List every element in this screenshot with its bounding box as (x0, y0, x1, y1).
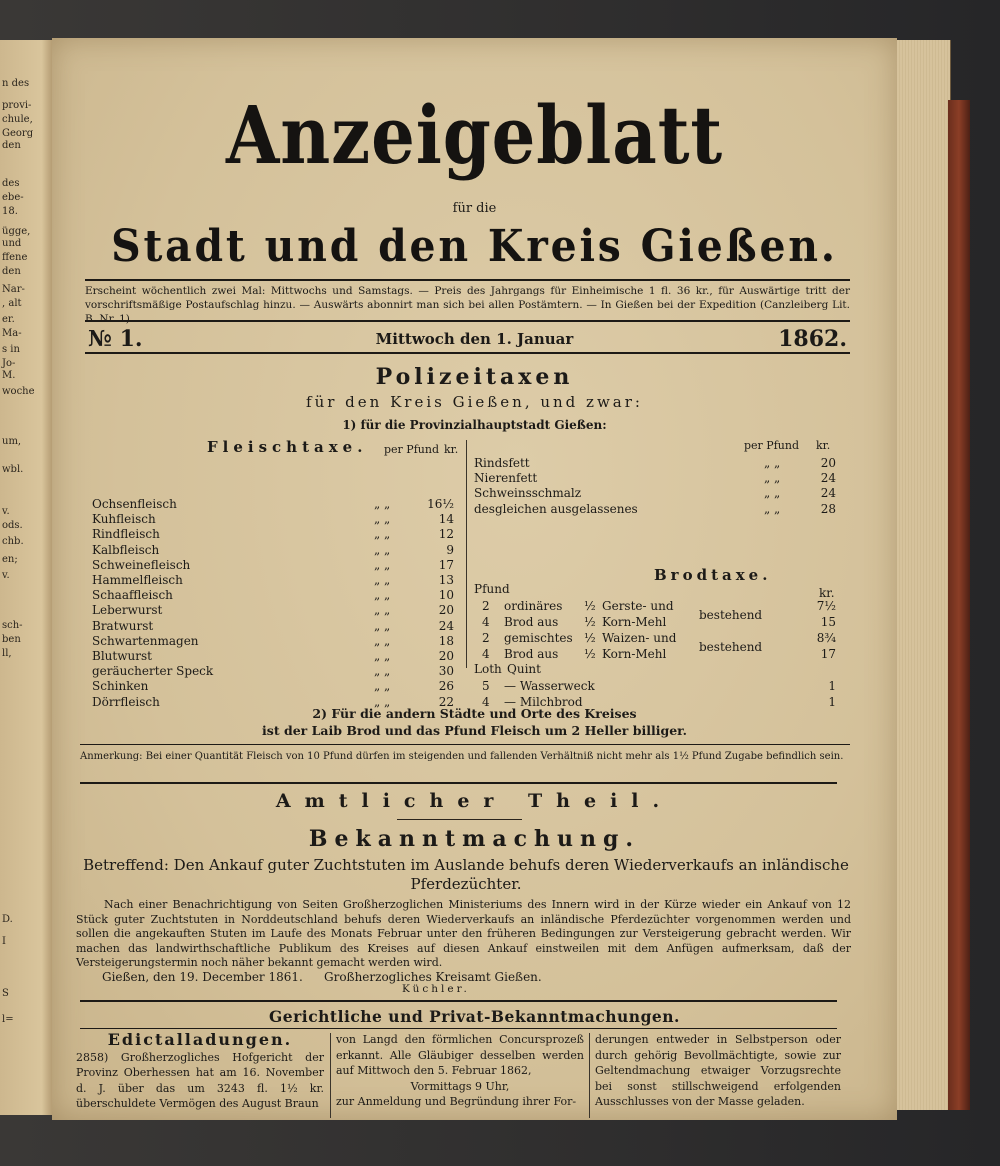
item-price: 13 (438, 573, 454, 587)
left-page-fragment: woche (2, 386, 35, 397)
brod-name: Brod aus (504, 615, 559, 629)
item-price: 26 (438, 679, 454, 694)
item-price: 24 (438, 618, 454, 633)
item-name: Rindsfett (474, 456, 530, 470)
per-pfund-label: per Pfund (384, 443, 439, 456)
item-price: 18 (438, 633, 454, 648)
left-page-fragment: chb. (2, 536, 24, 547)
masthead-fuer: für die (452, 201, 497, 216)
fleisch-row (92, 633, 462, 649)
brod-row (474, 598, 846, 614)
item-price: 20 (438, 649, 454, 663)
fleisch-row (92, 587, 462, 603)
per-pfund-label-right: per Pfund (744, 439, 799, 452)
fleisch-row (92, 572, 462, 588)
edictalladungen-heading: Edictalladungen. (107, 1030, 293, 1049)
fleisch-row (92, 496, 462, 512)
item-name: Schinken (92, 679, 149, 694)
brod-row (474, 646, 846, 662)
left-page-fragment: des (2, 178, 20, 189)
brod-price: 17 (820, 647, 836, 661)
left-page-fragment: Jo- (2, 358, 16, 369)
fett-row (474, 470, 846, 486)
rule-amtlich-top (80, 782, 837, 784)
brod-row (474, 630, 846, 646)
section-2-line-1: 2) Für die andern Städte und Orte des Kreises (312, 706, 637, 721)
issue-number: № 1. (88, 326, 143, 352)
item-name: Nierenfett (474, 471, 538, 486)
rule-info-bottom (85, 320, 850, 322)
page-edges (895, 40, 951, 1110)
rule-top (85, 279, 850, 281)
short-rule (397, 819, 522, 820)
rule-anmerkung-top (80, 744, 850, 745)
item-name: geräucherter Speck (92, 664, 214, 679)
gericht-col-2 (336, 1032, 584, 1110)
left-page-fragment: ügge, (2, 226, 31, 237)
left-page-fragment: den (2, 140, 21, 151)
left-page-fragment: Nar- (2, 284, 25, 295)
gericht-col-3 (595, 1032, 841, 1110)
brod-part: Waizen- und (602, 631, 677, 645)
section-1-heading: 1) für die Provinzialhauptstadt Gießen: (342, 418, 607, 432)
left-page-fragment: sch- (2, 620, 23, 631)
left-page-fragment: Ma- (2, 328, 22, 339)
brod-row (474, 614, 846, 630)
bekanntmachung-body: Nach einer Benachrichtigung von Seiten Großherzoglichen Ministeriums des Innern wird in der Kürze wieder ein Ankauf von 12 Stück guter Zuchtstuten in Norddeutschland behufs deren Wiederverkaufs an inländische Pferdezüchter vorgenommen werden und sollen die angekauften Stuten im Laufe des Monats Februar unter den früheren Bedingungen zur Versteigerung gebracht werden. Wir machen das landwirthschaftliche Publikum des Kreises auf diesen Ankauf einstweilen mit dem Anfügen aufmerksam, daß der Versteigerungstermin noch näher bekannt gemacht werden wird. (76, 898, 851, 970)
item-name: Kuhfleisch (92, 512, 156, 527)
anmerkung: Anmerkung: Bei einer Quantität Fleisch von 10 Pfund dürfen im steigenden und fallenden Verhältniß nicht mehr als 1½ Pfund Zugabe befindlich sein. (80, 751, 844, 762)
loth-value: 4 (482, 695, 490, 709)
signature-name: Küchler. (402, 983, 470, 995)
loth-value: 5 (482, 679, 490, 693)
left-page-fragment: n des (2, 78, 30, 89)
left-page-edge (0, 40, 54, 1115)
left-page-fragment: S (2, 988, 9, 999)
rule-gericht-bottom (80, 1028, 837, 1029)
masthead-title: Anzeigeblatt (226, 88, 723, 182)
left-page-fragment: l= (2, 1014, 14, 1025)
ditto-marks: „ „ (374, 542, 391, 557)
loth-label: Loth (474, 662, 502, 676)
issue-date: Mittwoch den 1. Januar (375, 330, 574, 348)
ditto-marks: „ „ (374, 573, 391, 587)
item-name: Rindfleisch (92, 527, 160, 542)
left-page-fragment: ffene (2, 252, 28, 263)
fleisch-row (92, 526, 462, 542)
left-page-fragment: um, (2, 436, 22, 447)
brod-part: Korn-Mehl (602, 615, 667, 629)
brod-fraction: ½ (584, 615, 596, 629)
gericht-col-2-text-b: Vormittags 9 Uhr, (410, 1079, 510, 1093)
column-divider (466, 440, 467, 668)
item-name: Blutwurst (92, 649, 152, 663)
fleisch-row (92, 511, 462, 527)
ditto-marks: „ „ (374, 618, 391, 633)
fleisch-row (92, 678, 462, 694)
tri-divider-2 (589, 1033, 590, 1118)
gericht-col-2-text-a: von Langd den förmlichen Concursprozeß erkannt. Alle Gläubiger desselben werden auf Mittwoch den 5. Februar 1862, (336, 1033, 584, 1077)
item-price: 14 (438, 512, 454, 527)
gericht-col-2-text-c: zur Anmeldung und Begründung ihrer For- (336, 1095, 577, 1108)
left-page-fragment: ebe- (2, 192, 24, 203)
ditto-marks: „ „ (374, 527, 391, 542)
fleisch-row (92, 648, 462, 664)
section-2-line-2: ist der Laib Brod und das Pfund Fleisch um 2 Heller billiger. (262, 723, 687, 738)
left-page-fragment: D. (2, 914, 13, 925)
item-price: 17 (438, 557, 454, 572)
item-name: desgleichen ausgelassenes (474, 501, 638, 516)
gericht-heading: Gerichtliche und Privat-Bekanntmachungen. (269, 1007, 680, 1026)
left-page-fragment: ods. (2, 520, 23, 531)
brod-count: 4 (482, 615, 490, 629)
small-bread-row (474, 678, 846, 694)
rule-gericht-top (80, 1000, 837, 1002)
bread-name: — Milchbrod (504, 695, 583, 709)
bekanntmachung-heading: Bekanntmachung. (308, 826, 641, 852)
brodtaxe-heading: Brodtaxe. (654, 566, 772, 584)
publication-info: Erscheint wöchentlich zwei Mal: Mittwochs und Samstags. — Preis des Jahrgangs für Einheimische 1 fl. 36 kr., für Auswärtige tritt der vorschriftsmäßige Postaufschlag hinzu. — Auswärts abonnirt man sich bei allen Postämtern. — In Gießen bei der Expedition (Canzleiberg Lit. B. Nr. 1). (85, 285, 850, 325)
gericht-col-3-text: derungen entweder in Selbstperson oder durch gehörig Bevollmächtigte, sowie zur Geltendmachung etwaiger Vorzugsrechte bei sonst stillschweigend erfolgenden Ausschlusses von der Masse geladen. (595, 1033, 841, 1108)
fleisch-row (92, 618, 462, 634)
betreff-line: Betreffend: Den Ankauf guter Zuchtstuten im Auslande behufs deren Wiederverkaufs an inländische Pferdezüchter. (83, 856, 849, 893)
item-name: Schwartenmagen (92, 633, 199, 648)
ditto-marks: „ „ (374, 512, 391, 527)
item-name: Bratwurst (92, 618, 154, 633)
rule-issue-bottom (85, 352, 850, 354)
left-page-fragment: und (2, 238, 22, 249)
ditto-marks: „ „ (374, 664, 391, 679)
signature-office: Großherzogliches Kreisamt Gießen. (324, 970, 542, 984)
bread-price: 1 (828, 695, 836, 709)
signature-place-date: Gießen, den 19. December 1861. (102, 970, 303, 984)
polizeitaxen-title: Polizeitaxen (375, 364, 574, 390)
item-price: 20 (820, 456, 836, 470)
left-page-fragment: Georg (2, 128, 34, 139)
brod-fraction: ½ (584, 647, 596, 661)
newspaper-page (52, 38, 897, 1120)
fleischtaxe-heading: Fleischtaxe. (207, 438, 368, 456)
left-page-fragment: I (2, 936, 6, 947)
ditto-marks: „ „ (374, 679, 391, 694)
item-price: 9 (446, 542, 454, 557)
brod-name: ordinäres (504, 599, 563, 613)
item-name: Schweinsschmalz (474, 486, 582, 501)
item-price: 30 (438, 664, 454, 679)
brod-part: Korn-Mehl (602, 647, 667, 661)
item-price: 10 (438, 588, 454, 603)
bestehend-label-2: bestehend (699, 640, 763, 654)
ditto-marks: „ „ (374, 557, 391, 572)
item-price: 16½ (427, 497, 454, 511)
left-page-fragment: , alt (2, 298, 22, 309)
item-price: 20 (438, 603, 454, 618)
ditto-marks: „ „ (374, 497, 391, 511)
left-page-fragment: 18. (2, 206, 18, 217)
kr-label-right: kr. (816, 439, 831, 452)
left-page-fragment: den (2, 266, 21, 277)
book-cover-edge (948, 100, 970, 1110)
fett-row (474, 455, 846, 471)
left-page-fragment: ll, (2, 648, 12, 659)
brod-count: 2 (482, 631, 490, 645)
ditto-marks: „ „ (764, 486, 781, 501)
ditto-marks: „ „ (374, 633, 391, 648)
tri-divider-1 (330, 1033, 331, 1118)
fleisch-row (92, 663, 462, 679)
left-page-fragment: provi- (2, 100, 32, 111)
brod-count: 4 (482, 647, 490, 661)
bread-name: — Wasserweck (504, 679, 595, 693)
left-page-fragment: en; (2, 554, 18, 565)
brod-count: 2 (482, 599, 490, 613)
brod-name: Brod aus (504, 647, 559, 661)
brod-price: 15 (820, 615, 836, 629)
left-page-fragment: ben (2, 634, 21, 645)
kr-label: kr. (444, 443, 459, 456)
kr-label-brod: kr. (819, 586, 835, 600)
brod-price: 8¾ (816, 631, 836, 645)
brod-price: 7½ (816, 599, 836, 613)
item-price: 22 (438, 694, 454, 709)
pfund-label: Pfund (474, 582, 510, 596)
ditto-marks: „ „ (764, 456, 781, 470)
left-page-fragment: v. (2, 570, 10, 581)
item-name: Schweinefleisch (92, 557, 191, 572)
fleisch-row (92, 602, 462, 618)
item-name: Leberwurst (92, 603, 163, 618)
brod-fraction: ½ (584, 599, 596, 613)
bestehend-label-1: bestehend (699, 608, 763, 622)
fett-row (474, 485, 846, 501)
polizeitaxen-subtitle: für den Kreis Gießen, und zwar: (306, 393, 643, 411)
ditto-marks: „ „ (374, 649, 391, 663)
ditto-marks: „ „ (764, 471, 781, 486)
ditto-marks: „ „ (374, 694, 391, 709)
item-name: Dörrfleisch (92, 694, 160, 709)
left-page-fragment: s in (2, 344, 20, 355)
ditto-marks: „ „ (764, 501, 781, 516)
issue-year: 1862. (778, 326, 847, 352)
fett-row (474, 501, 846, 517)
brod-fraction: ½ (584, 631, 596, 645)
gericht-col-1-text: 2858) Großherzogliches Hofgericht der Provinz Oberhessen hat am 16. November d. J. über das um 3243 fl. 1½ kr. überschuldete Vermögen des August Braun (76, 1050, 324, 1110)
brod-name: gemischtes (504, 631, 573, 645)
fleisch-row (92, 557, 462, 573)
item-name: Schaaffleisch (92, 588, 173, 603)
item-name: Hammelfleisch (92, 573, 183, 587)
item-name: Ochsenfleisch (92, 497, 177, 511)
ditto-marks: „ „ (374, 603, 391, 618)
item-name: Kalbfleisch (92, 542, 160, 557)
item-price: 12 (438, 527, 454, 542)
item-price: 24 (820, 471, 836, 486)
fleisch-row (92, 542, 462, 558)
ditto-marks: „ „ (374, 588, 391, 603)
bread-price: 1 (828, 679, 836, 693)
masthead-subtitle: Stadt und den Kreis Gießen. (111, 221, 838, 272)
gericht-col-1 (76, 1032, 324, 1112)
item-price: 24 (820, 486, 836, 501)
amtlicher-theil-heading: Amtlicher Theil. (275, 790, 674, 812)
left-page-fragment: chule, (2, 114, 33, 125)
brod-part: Gerste- und (602, 599, 674, 613)
item-price: 28 (820, 501, 836, 516)
quint-label: Quint (507, 662, 541, 676)
left-page-fragment: er. (2, 314, 15, 325)
left-page-fragment: wbl. (2, 464, 24, 475)
left-page-fragment: M. (2, 370, 16, 381)
left-page-fragment: v. (2, 506, 10, 517)
